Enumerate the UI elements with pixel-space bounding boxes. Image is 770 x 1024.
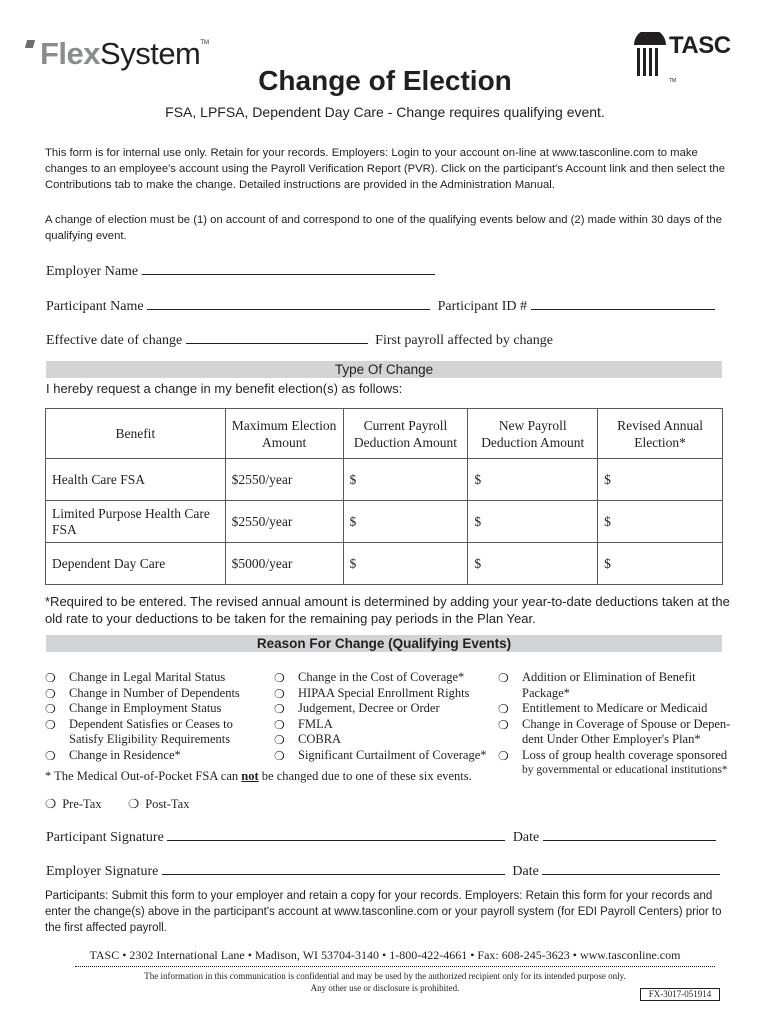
reason-label: HIPAA Special Enrollment Rights <box>298 685 470 700</box>
reason-option[interactable] <box>45 686 275 702</box>
cell-new[interactable]: $ <box>468 501 598 543</box>
col-header-benefit: Benefit <box>46 409 226 459</box>
effective-date-field[interactable] <box>186 331 368 344</box>
radio-icon[interactable]: ❍ <box>45 702 56 716</box>
col-header-max: Maximum Election Amount <box>225 409 343 459</box>
radio-icon[interactable]: ❍ <box>498 702 509 716</box>
intro-paragraph-1: This form is for internal use only. Retain for your records. Employers: Login to your account on-line at www.tasconline.com to make changes to an employee's account using the Payroll Verification Report (PVR). Click on the participant's Account link and then select the Contributions tab to make the change. Detailed instructions are provided in the Administration Manual. <box>45 147 725 191</box>
reason-option[interactable] <box>274 686 504 702</box>
tasc-logo-tm: TM <box>669 78 677 84</box>
cell-max: $2550/year <box>225 459 343 501</box>
effective-date-label: Effective date of change <box>46 333 183 348</box>
reason-option[interactable] <box>498 748 738 764</box>
flexsystem-logo-rest: System <box>100 36 201 71</box>
employer-name-row <box>46 262 435 280</box>
radio-icon[interactable]: ❍ <box>274 671 285 685</box>
cell-max: $5000/year <box>225 543 343 585</box>
participant-id-field[interactable] <box>531 297 715 310</box>
post-tax-option[interactable] <box>128 796 189 812</box>
participant-signature-label: Participant Signature <box>46 830 164 845</box>
tasc-logo-text: TASC <box>669 32 731 59</box>
reasons-column-2 <box>274 670 504 763</box>
radio-icon[interactable]: ❍ <box>45 797 57 811</box>
reasons-footnote <box>45 769 472 784</box>
reasons-column-1 <box>45 670 275 763</box>
table-row <box>46 543 723 585</box>
reason-label: Judgement, Decree or Order <box>298 701 440 715</box>
footnote-text: be changed due to one of these six events. <box>258 769 472 783</box>
radio-icon[interactable]: ❍ <box>45 748 56 763</box>
employer-signature-label: Employer Signature <box>46 864 159 879</box>
reason-label: Change in Coverage of Spouse or Depen- <box>522 716 731 731</box>
reason-label: Significant Curtailment of Coverage* <box>298 747 487 762</box>
radio-icon[interactable]: ❍ <box>274 686 285 701</box>
pre-tax-label: Pre-Tax <box>62 797 102 811</box>
cell-revised[interactable]: $ <box>598 543 723 585</box>
employer-name-label: Employer Name <box>46 264 139 279</box>
post-tax-label: Post-Tax <box>145 797 190 811</box>
reason-label: Change in Legal Marital Status <box>69 670 226 684</box>
cell-revised[interactable]: $ <box>598 459 723 501</box>
reason-option[interactable] <box>498 717 738 733</box>
reason-label: Change in Employment Status <box>69 701 222 715</box>
radio-icon[interactable]: ❍ <box>45 686 56 701</box>
table-row <box>46 501 723 543</box>
radio-icon[interactable]: ❍ <box>498 717 509 732</box>
employer-date-label: Date <box>512 864 539 879</box>
footer-confidential-2: Any other use or disclosure is prohibited. <box>310 983 460 993</box>
radio-icon[interactable]: ❍ <box>274 733 285 747</box>
reason-label: Change in the Cost of Coverage* <box>298 670 465 684</box>
reason-label: Change in Number of Dependents <box>69 685 240 700</box>
reason-option[interactable] <box>45 717 275 733</box>
benefits-table <box>45 408 723 585</box>
col-header-new: New Payroll Deduction Amount <box>468 409 598 459</box>
reason-heading: Reason For Change (Qualifying Events) <box>46 635 722 652</box>
reason-option[interactable] <box>274 748 504 764</box>
col-header-current: Current Payroll Deduction Amount <box>343 409 468 459</box>
footnote-emphasis: not <box>241 769 259 783</box>
type-of-change-heading: Type Of Change <box>46 361 722 378</box>
participant-name-field[interactable] <box>147 297 430 310</box>
footer-address: TASC • 2302 International Lane • Madison, WI 53704-3140 • 1-800-422-4661 • Fax: 608-245-3623 • www.tasconline.com <box>89 948 681 962</box>
footnote-text: * The Medical Out-of-Pocket FSA can <box>45 769 242 783</box>
request-statement: I hereby request a change in my benefit election(s) as follows: <box>46 381 403 396</box>
employer-date-field[interactable] <box>542 862 720 875</box>
reason-label-continued: Package* <box>522 685 570 700</box>
flexsystem-mark-icon <box>25 40 35 48</box>
reason-label: Addition or Elimination of Benefit <box>522 670 696 684</box>
radio-icon[interactable]: ❍ <box>274 702 285 716</box>
reason-label: Dependent Satisfies or Ceases to <box>69 716 233 731</box>
cell-current[interactable]: $ <box>343 459 468 501</box>
flexsystem-logo-tm: TM <box>200 40 210 46</box>
radio-icon[interactable]: ❍ <box>498 671 509 685</box>
reason-label: Entitlement to Medicare or Medicaid <box>522 701 708 715</box>
cell-current[interactable]: $ <box>343 501 468 543</box>
reason-label: FMLA <box>298 716 333 731</box>
intro-paragraph-2: A change of election must be (1) on account of and correspond to one of the qualifying events below and (2) made within 30 days of the qualifying event. <box>45 214 722 242</box>
employer-name-field[interactable] <box>142 262 435 275</box>
radio-icon[interactable]: ❍ <box>45 671 56 685</box>
col-header-revised: Revised Annual Election* <box>598 409 723 459</box>
radio-icon[interactable]: ❍ <box>128 797 140 811</box>
reason-option[interactable] <box>274 732 504 748</box>
reason-option[interactable] <box>498 701 738 717</box>
page-subtitle: FSA, LPFSA, Dependent Day Care - Change requires qualifying event. <box>165 104 605 120</box>
reason-label-continued: by governmental or educational institutions* <box>522 764 728 776</box>
reason-option[interactable] <box>45 701 275 717</box>
cell-new[interactable]: $ <box>468 543 598 585</box>
radio-icon[interactable]: ❍ <box>45 717 56 732</box>
reason-option[interactable] <box>274 717 504 733</box>
form-code: FX-3017-051914 <box>640 988 720 1001</box>
required-note: *Required to be entered. The revised annual amount is determined by adding your year-to-date deductions taken at the old rate to your deductions to be taken for the remaining pay periods in the Plan Year. <box>45 594 730 626</box>
radio-icon[interactable]: ❍ <box>274 717 285 732</box>
reason-option[interactable] <box>498 670 738 686</box>
cell-benefit: Health Care FSA <box>46 459 226 501</box>
cell-current[interactable]: $ <box>343 543 468 585</box>
reason-option[interactable] <box>274 670 504 686</box>
reason-label: Change in Residence* <box>69 747 181 762</box>
employer-signature-row <box>46 862 726 880</box>
employer-signature-field[interactable] <box>162 862 505 875</box>
reason-label-continued: dent Under Other Employer's Plan* <box>522 732 701 746</box>
footer-divider <box>75 966 715 967</box>
participant-date-field[interactable] <box>543 828 716 841</box>
cell-max: $2550/year <box>225 501 343 543</box>
radio-icon[interactable]: ❍ <box>274 748 285 763</box>
participant-row <box>46 297 726 315</box>
reason-label-continued: Satisfy Eligibility Requirements <box>69 732 231 746</box>
participant-date-label: Date <box>512 830 540 845</box>
submission-instructions: Participants: Submit this form to your employer and retain a copy for your records. Employers: Retain this form for your records and enter the change(s) above in the participant's account at www.tasconline.com or your payroll system (for EDI Payroll Centers) prior to the first affected payroll. <box>45 890 722 934</box>
first-payroll-label: First payroll affected by change <box>375 333 553 348</box>
cell-benefit: Limited Purpose Health Care FSA <box>46 501 226 543</box>
reason-option[interactable] <box>45 670 275 686</box>
participant-signature-field[interactable] <box>167 828 505 841</box>
reason-option[interactable] <box>45 748 275 764</box>
reasons-column-3 <box>498 670 738 779</box>
participant-name-label: Participant Name <box>46 299 144 314</box>
table-row <box>46 459 723 501</box>
pre-tax-option[interactable] <box>45 796 102 812</box>
reason-option[interactable] <box>274 701 504 717</box>
reason-label: COBRA <box>298 732 342 746</box>
flexsystem-logo-bold: Flex <box>40 36 101 71</box>
page-title: Change of Election <box>258 65 512 96</box>
cell-benefit: Dependent Day Care <box>46 543 226 585</box>
cell-revised[interactable]: $ <box>598 501 723 543</box>
reason-label: Loss of group health coverage sponsored <box>522 747 728 762</box>
cell-new[interactable]: $ <box>468 459 598 501</box>
participant-signature-row <box>46 828 726 846</box>
radio-icon[interactable]: ❍ <box>498 748 509 763</box>
participant-id-label: Participant ID # <box>437 299 527 314</box>
footer-confidential-1: The information in this communication is confidential and may be used by the authorized recipient only for its intended purpose only. <box>144 971 626 981</box>
